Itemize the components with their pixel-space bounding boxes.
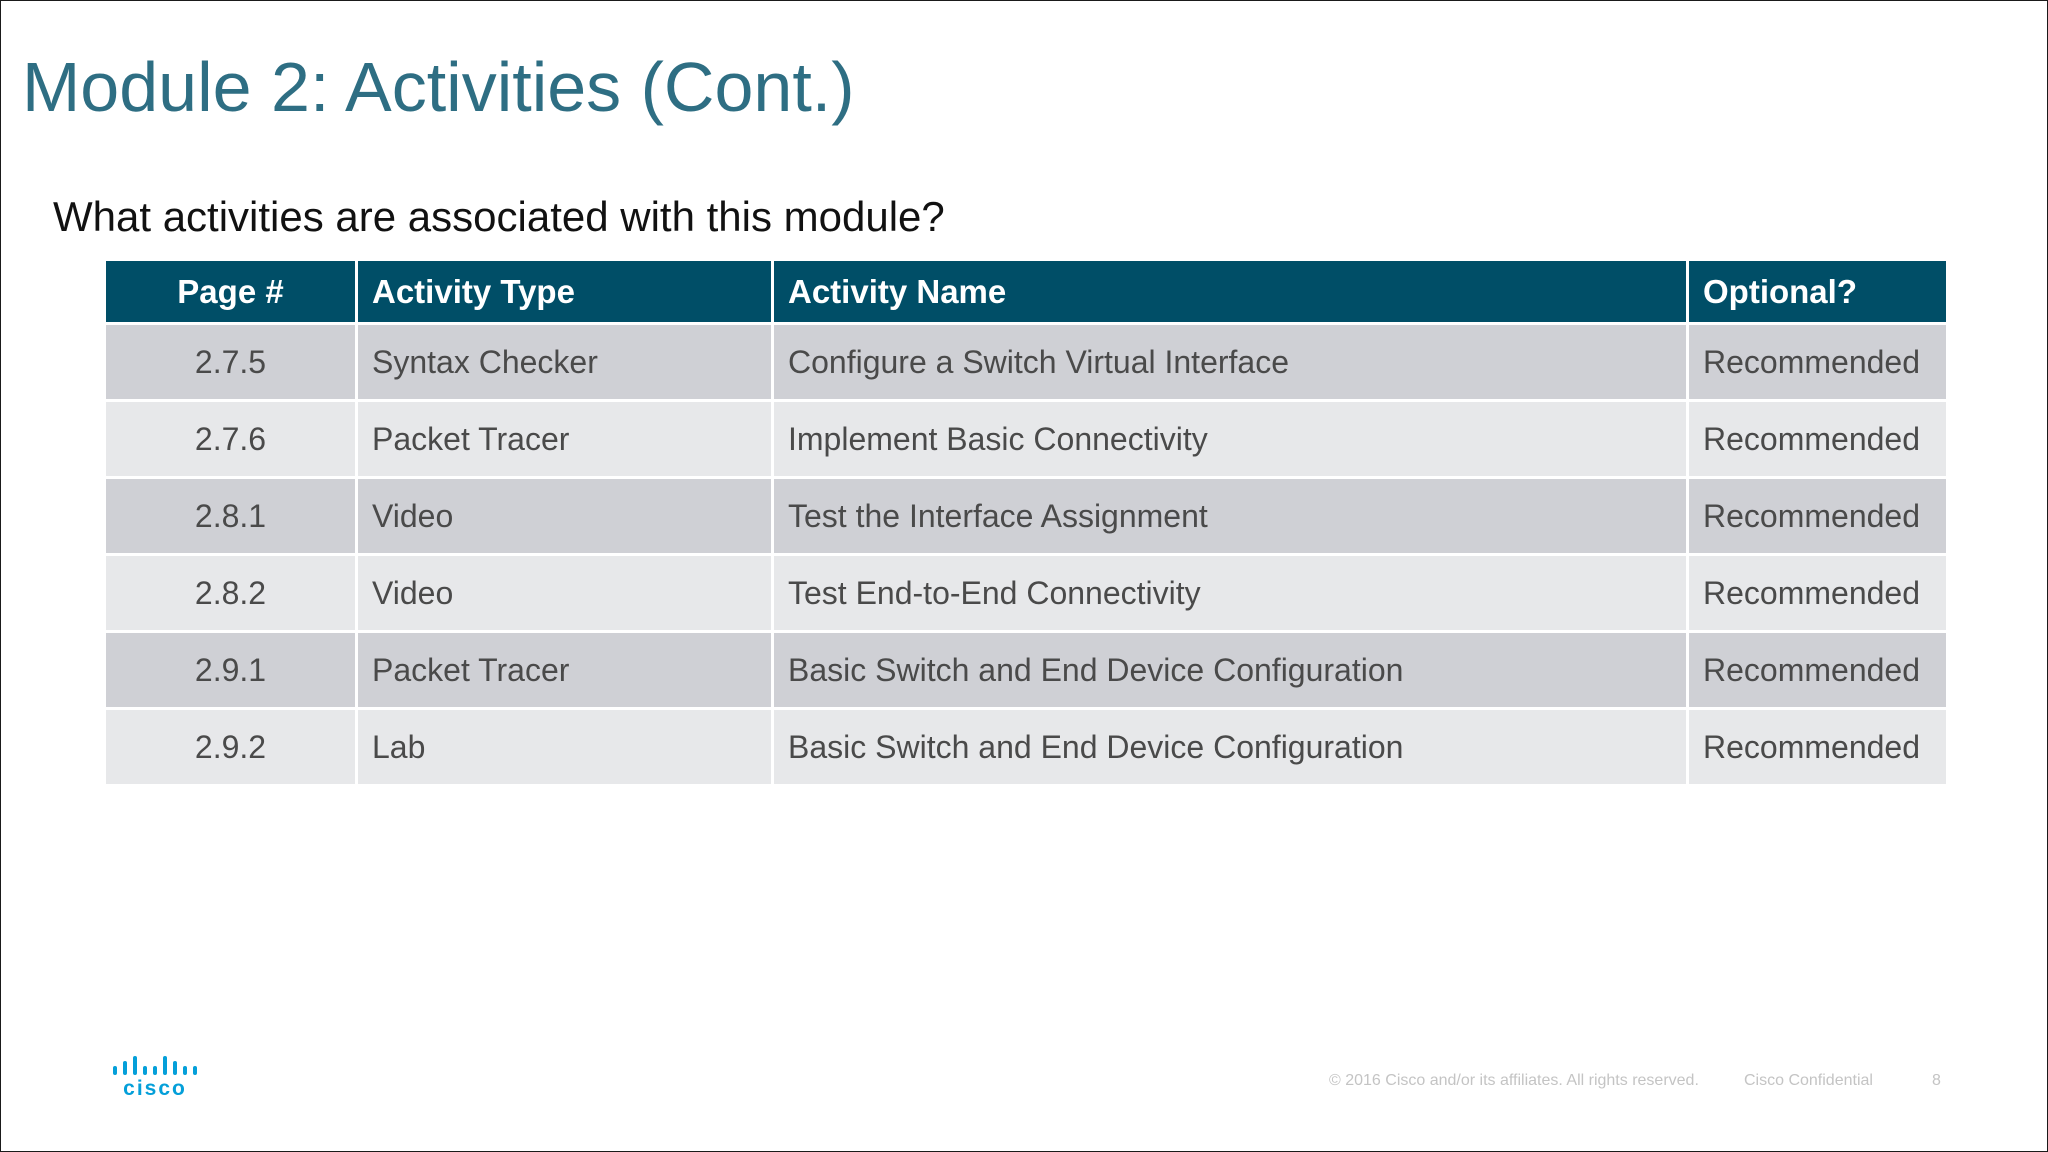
cell-optional: Recommended xyxy=(1689,325,1946,399)
cisco-bars-icon xyxy=(113,1055,197,1077)
footer-copyright: © 2016 Cisco and/or its affiliates. All rights reserved. xyxy=(1329,1072,1699,1089)
cisco-logo xyxy=(113,1055,197,1101)
cell-activity-name: Basic Switch and End Device Configuration xyxy=(774,710,1686,784)
cell-activity-type: Video xyxy=(358,556,771,630)
header-page-number: Page # xyxy=(106,261,355,322)
table-row xyxy=(106,633,1946,707)
table-row xyxy=(106,402,1946,476)
cell-page-number: 2.9.1 xyxy=(106,633,355,707)
cell-activity-name: Configure a Switch Virtual Interface xyxy=(774,325,1686,399)
footer-page-number: 8 xyxy=(1932,1072,1941,1089)
cell-optional: Recommended xyxy=(1689,402,1946,476)
cell-activity-name: Implement Basic Connectivity xyxy=(774,402,1686,476)
table-row xyxy=(106,325,1946,399)
cell-optional: Recommended xyxy=(1689,479,1946,553)
slide-question: What activities are associated with this module? xyxy=(53,193,945,240)
cell-optional: Recommended xyxy=(1689,710,1946,784)
cell-page-number: 2.8.1 xyxy=(106,479,355,553)
cell-activity-type: Packet Tracer xyxy=(358,402,771,476)
cell-activity-name: Test the Interface Assignment xyxy=(774,479,1686,553)
slide-title: Module 2: Activities (Cont.) xyxy=(22,48,855,126)
header-activity-type: Activity Type xyxy=(358,261,771,322)
cell-activity-name: Basic Switch and End Device Configuration xyxy=(774,633,1686,707)
footer-confidential: Cisco Confidential xyxy=(1744,1072,1873,1089)
cisco-wordmark: cisco xyxy=(123,1077,187,1100)
table-row xyxy=(106,710,1946,784)
cell-activity-type: Packet Tracer xyxy=(358,633,771,707)
activities-table xyxy=(103,258,1949,787)
cell-activity-type: Lab xyxy=(358,710,771,784)
cell-activity-name: Test End-to-End Connectivity xyxy=(774,556,1686,630)
table-header-row xyxy=(106,261,1946,322)
cell-optional: Recommended xyxy=(1689,556,1946,630)
table-row xyxy=(106,556,1946,630)
cell-optional: Recommended xyxy=(1689,633,1946,707)
cell-page-number: 2.7.6 xyxy=(106,402,355,476)
cell-activity-type: Video xyxy=(358,479,771,553)
cell-activity-type: Syntax Checker xyxy=(358,325,771,399)
header-activity-name: Activity Name xyxy=(774,261,1686,322)
cell-page-number: 2.8.2 xyxy=(106,556,355,630)
header-optional: Optional? xyxy=(1689,261,1946,322)
cell-page-number: 2.9.2 xyxy=(106,710,355,784)
cell-page-number: 2.7.5 xyxy=(106,325,355,399)
table-row xyxy=(106,479,1946,553)
